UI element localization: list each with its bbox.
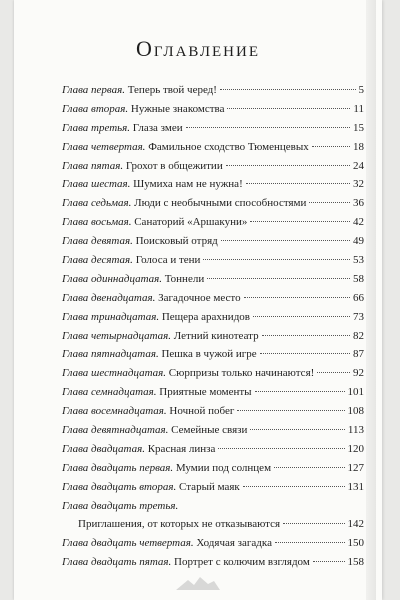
chapter-title: Шумиха нам не нужна! xyxy=(133,178,243,191)
toc-entry xyxy=(62,197,364,216)
dot-leader xyxy=(207,278,350,279)
chapter-label: Глава двадцать первая. xyxy=(62,461,174,474)
chapter-label: Глава четырнадцатая. xyxy=(62,329,172,342)
chapter-title: Мумии под солнцем xyxy=(175,461,272,474)
chapter-label: Глава четвертая. xyxy=(62,140,146,153)
dot-leader xyxy=(220,89,356,90)
toc-entry xyxy=(62,103,364,122)
toc-entry xyxy=(62,235,364,254)
chapter-title: Люди с необычными способностями xyxy=(134,197,307,210)
chapter-title: Сюрпризы только начинаются! xyxy=(168,367,315,380)
page-number: 113 xyxy=(347,424,364,437)
page-number: 127 xyxy=(347,461,364,474)
page-number: 18 xyxy=(353,140,364,153)
page-number: 92 xyxy=(353,367,364,380)
toc-entry xyxy=(62,405,364,424)
page-number: 53 xyxy=(353,254,364,267)
dot-leader xyxy=(255,391,345,392)
chapter-label: Глава двадцатая. xyxy=(62,442,145,455)
toc-entry xyxy=(62,216,364,235)
toc-entry xyxy=(62,84,364,103)
page-number: 11 xyxy=(353,102,364,115)
page-number: 36 xyxy=(353,197,364,210)
page-number: 120 xyxy=(347,442,364,455)
chapter-title: Ходячая загадка xyxy=(196,537,272,550)
book-page xyxy=(14,0,382,600)
dot-leader xyxy=(226,165,350,166)
toc-entry xyxy=(62,424,364,443)
chapter-title: Грохот в общежитии xyxy=(125,159,223,172)
chapter-label: Глава третья. xyxy=(62,121,131,134)
dot-leader xyxy=(250,429,345,430)
chapter-label: Глава пятнадцатая. xyxy=(62,348,159,361)
dot-leader xyxy=(218,448,344,449)
chapter-title: Фамильное сходство Тюменцевых xyxy=(148,140,309,153)
dot-leader xyxy=(283,523,344,524)
chapter-label: Глава шестнадцатая. xyxy=(62,367,167,380)
dot-leader xyxy=(253,316,350,317)
chapter-title: Приглашения, от которых не отказываются xyxy=(78,518,281,531)
toc-entry xyxy=(62,443,364,462)
chapter-label: Глава седьмая. xyxy=(62,197,132,210)
toc-entry xyxy=(62,122,364,141)
chapter-label: Глава двадцать вторая. xyxy=(62,480,177,493)
toc-entry xyxy=(62,386,364,405)
chapter-label: Глава восьмая. xyxy=(62,216,132,229)
page-number: 58 xyxy=(353,272,364,285)
dot-leader xyxy=(313,561,345,562)
dot-leader xyxy=(309,202,350,203)
dot-leader xyxy=(186,127,350,128)
chapter-label: Глава пятая. xyxy=(62,159,124,172)
chapter-title: Старый маяк xyxy=(179,480,240,493)
chapter-label: Глава двадцать четвертая. xyxy=(62,537,194,550)
toc-entry xyxy=(62,330,364,349)
page-number: 32 xyxy=(353,178,364,191)
toc-entry xyxy=(62,481,364,500)
chapter-title: Красная линза xyxy=(147,442,216,455)
page-number: 5 xyxy=(358,84,364,96)
dot-leader xyxy=(227,108,350,109)
toc-entry xyxy=(62,462,364,481)
chapter-label: Глава шестая. xyxy=(62,178,131,191)
dot-leader xyxy=(246,183,350,184)
chapter-title: Поисковый отряд xyxy=(135,235,218,248)
chapter-label: Глава семнадцатая. xyxy=(62,386,157,399)
chapter-title: Портрет с колючим взглядом xyxy=(174,556,310,569)
toc-entry xyxy=(62,160,364,179)
table-of-contents xyxy=(62,84,364,575)
page-title: Оглавление xyxy=(135,36,261,61)
ornament-icon xyxy=(174,574,222,592)
page-edge xyxy=(366,0,376,600)
dot-leader xyxy=(312,146,350,147)
page-number: 87 xyxy=(353,348,364,361)
toc-entry xyxy=(62,537,364,556)
dot-leader xyxy=(203,259,350,260)
page-number: 15 xyxy=(353,121,364,134)
page-number: 131 xyxy=(347,480,364,493)
chapter-title: Семейные связи xyxy=(171,424,248,437)
chapter-label: Глава десятая. xyxy=(62,254,133,267)
toc-entry xyxy=(62,556,364,575)
chapter-title: Глаза змеи xyxy=(132,121,183,134)
toc-entry xyxy=(62,500,364,519)
toc-entry xyxy=(62,367,364,386)
page-number: 73 xyxy=(353,310,364,323)
chapter-title: Ночной побег xyxy=(169,405,235,418)
chapter-label: Глава двадцать третья. xyxy=(62,499,179,512)
chapter-label: Глава вторая. xyxy=(62,102,129,115)
page-number: 82 xyxy=(353,329,364,342)
chapter-title: Летний кинотеатр xyxy=(173,329,259,342)
page-number: 158 xyxy=(347,556,364,569)
chapter-label: Глава девятая. xyxy=(62,235,133,248)
toc-entry xyxy=(62,311,364,330)
toc-entry xyxy=(62,178,364,197)
chapter-label: Глава девятнадцатая. xyxy=(62,424,169,437)
chapter-label: Глава тринадцатая. xyxy=(62,310,160,323)
dot-leader xyxy=(221,240,350,241)
page-number: 150 xyxy=(347,537,364,550)
toc-entry xyxy=(62,348,364,367)
page-number: 142 xyxy=(347,518,364,531)
chapter-title: Тоннели xyxy=(164,272,205,285)
toc-entry xyxy=(62,254,364,273)
chapter-title: Нужные знакомства xyxy=(130,102,225,115)
chapter-title: Пешка в чужой игре xyxy=(161,348,257,361)
dot-leader xyxy=(317,372,350,373)
toc-entry xyxy=(62,273,364,292)
dot-leader xyxy=(237,410,344,411)
chapter-label: Глава первая. xyxy=(62,84,125,96)
chapter-label: Глава одиннадцатая. xyxy=(62,272,163,285)
dot-leader xyxy=(250,221,350,222)
dot-leader xyxy=(274,467,344,468)
chapter-label: Глава восемнадцатая. xyxy=(62,405,167,418)
chapter-title: Приятные моменты xyxy=(159,386,252,399)
page-number: 108 xyxy=(347,405,364,418)
chapter-title: Теперь твой черед! xyxy=(127,84,217,96)
page-number: 49 xyxy=(353,235,364,248)
page-number: 101 xyxy=(347,386,364,399)
chapter-label: Глава двенадцатая. xyxy=(62,291,156,304)
toc-entry xyxy=(62,141,364,160)
page-number: 24 xyxy=(353,159,364,172)
chapter-title: Загадочное место xyxy=(158,291,241,304)
chapter-title: Санаторий «Аршакуни» xyxy=(134,216,248,229)
dot-leader xyxy=(260,353,350,354)
chapter-title: Голоса и тени xyxy=(135,254,201,267)
page-number: 66 xyxy=(353,291,364,304)
dot-leader xyxy=(244,297,350,298)
dot-leader xyxy=(243,486,345,487)
page-number: 42 xyxy=(353,216,364,229)
dot-leader xyxy=(275,542,345,543)
dot-leader xyxy=(262,335,350,336)
chapter-label: Глава двадцать пятая. xyxy=(62,556,172,569)
chapter-title: Пещера арахнидов xyxy=(161,310,250,323)
toc-entry xyxy=(62,518,364,537)
toc-entry xyxy=(62,292,364,311)
